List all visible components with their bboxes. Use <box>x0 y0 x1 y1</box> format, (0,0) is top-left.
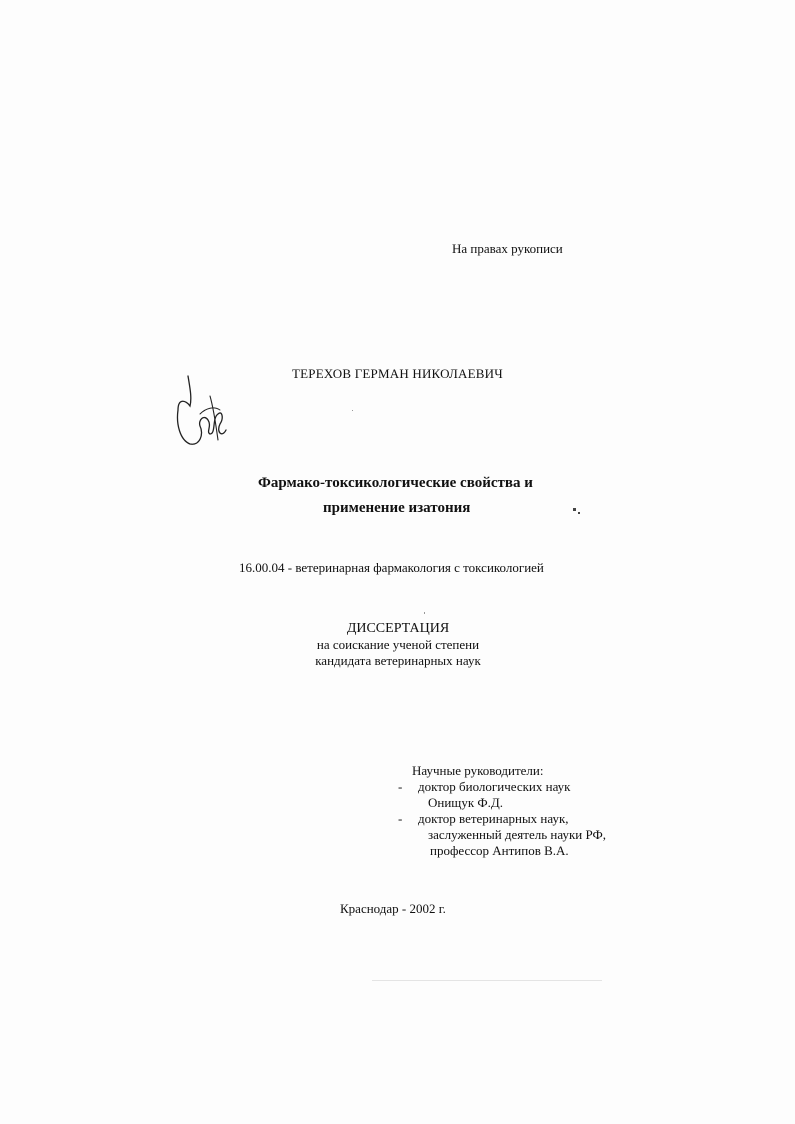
supervisor-1-name: Онищук Ф.Д. <box>428 795 504 810</box>
scan-noise-line <box>372 980 602 981</box>
city-year: Краснодар - 2002 г. <box>340 901 446 916</box>
degree-type: ДИССЕРТАЦИЯ <box>346 621 450 636</box>
list-dash: - <box>398 811 403 826</box>
degree-block <box>300 620 496 669</box>
author-signature <box>170 370 234 452</box>
rights-note: На правах рукописи <box>452 241 563 256</box>
supervisor-2-name: профессор Антипов В.А. <box>430 843 569 858</box>
supervisor-item-2 <box>398 811 606 827</box>
author-name: ТЕРЕХОВ ГЕРМАН НИКОЛАЕВИЧ <box>292 366 503 381</box>
scan-speck <box>578 512 580 514</box>
scan-speck <box>573 508 576 511</box>
supervisor-1-degree: доктор биологических наук <box>418 779 571 794</box>
title-line-1: Фармако-токсикологические свойства и <box>258 475 533 491</box>
list-dash: - <box>398 779 403 794</box>
supervisors-block <box>398 763 606 859</box>
supervisors-heading: Научные руководители: <box>412 763 544 778</box>
supervisor-2-title: заслуженный деятель науки РФ, <box>428 827 607 842</box>
scan-speck <box>352 410 353 411</box>
specialty-code: 16.00.04 - ветеринарная фармакология с токсикологией <box>239 560 544 575</box>
degree-line-2: кандидата ветеринарных наук <box>315 653 481 668</box>
supervisor-item-1 <box>398 779 606 795</box>
title-line-2: применение изатония <box>323 500 471 516</box>
supervisor-2-degree: доктор ветеринарных наук, <box>418 811 569 826</box>
degree-line-1: на соискание ученой степени <box>316 637 480 652</box>
scan-speck <box>424 612 425 614</box>
